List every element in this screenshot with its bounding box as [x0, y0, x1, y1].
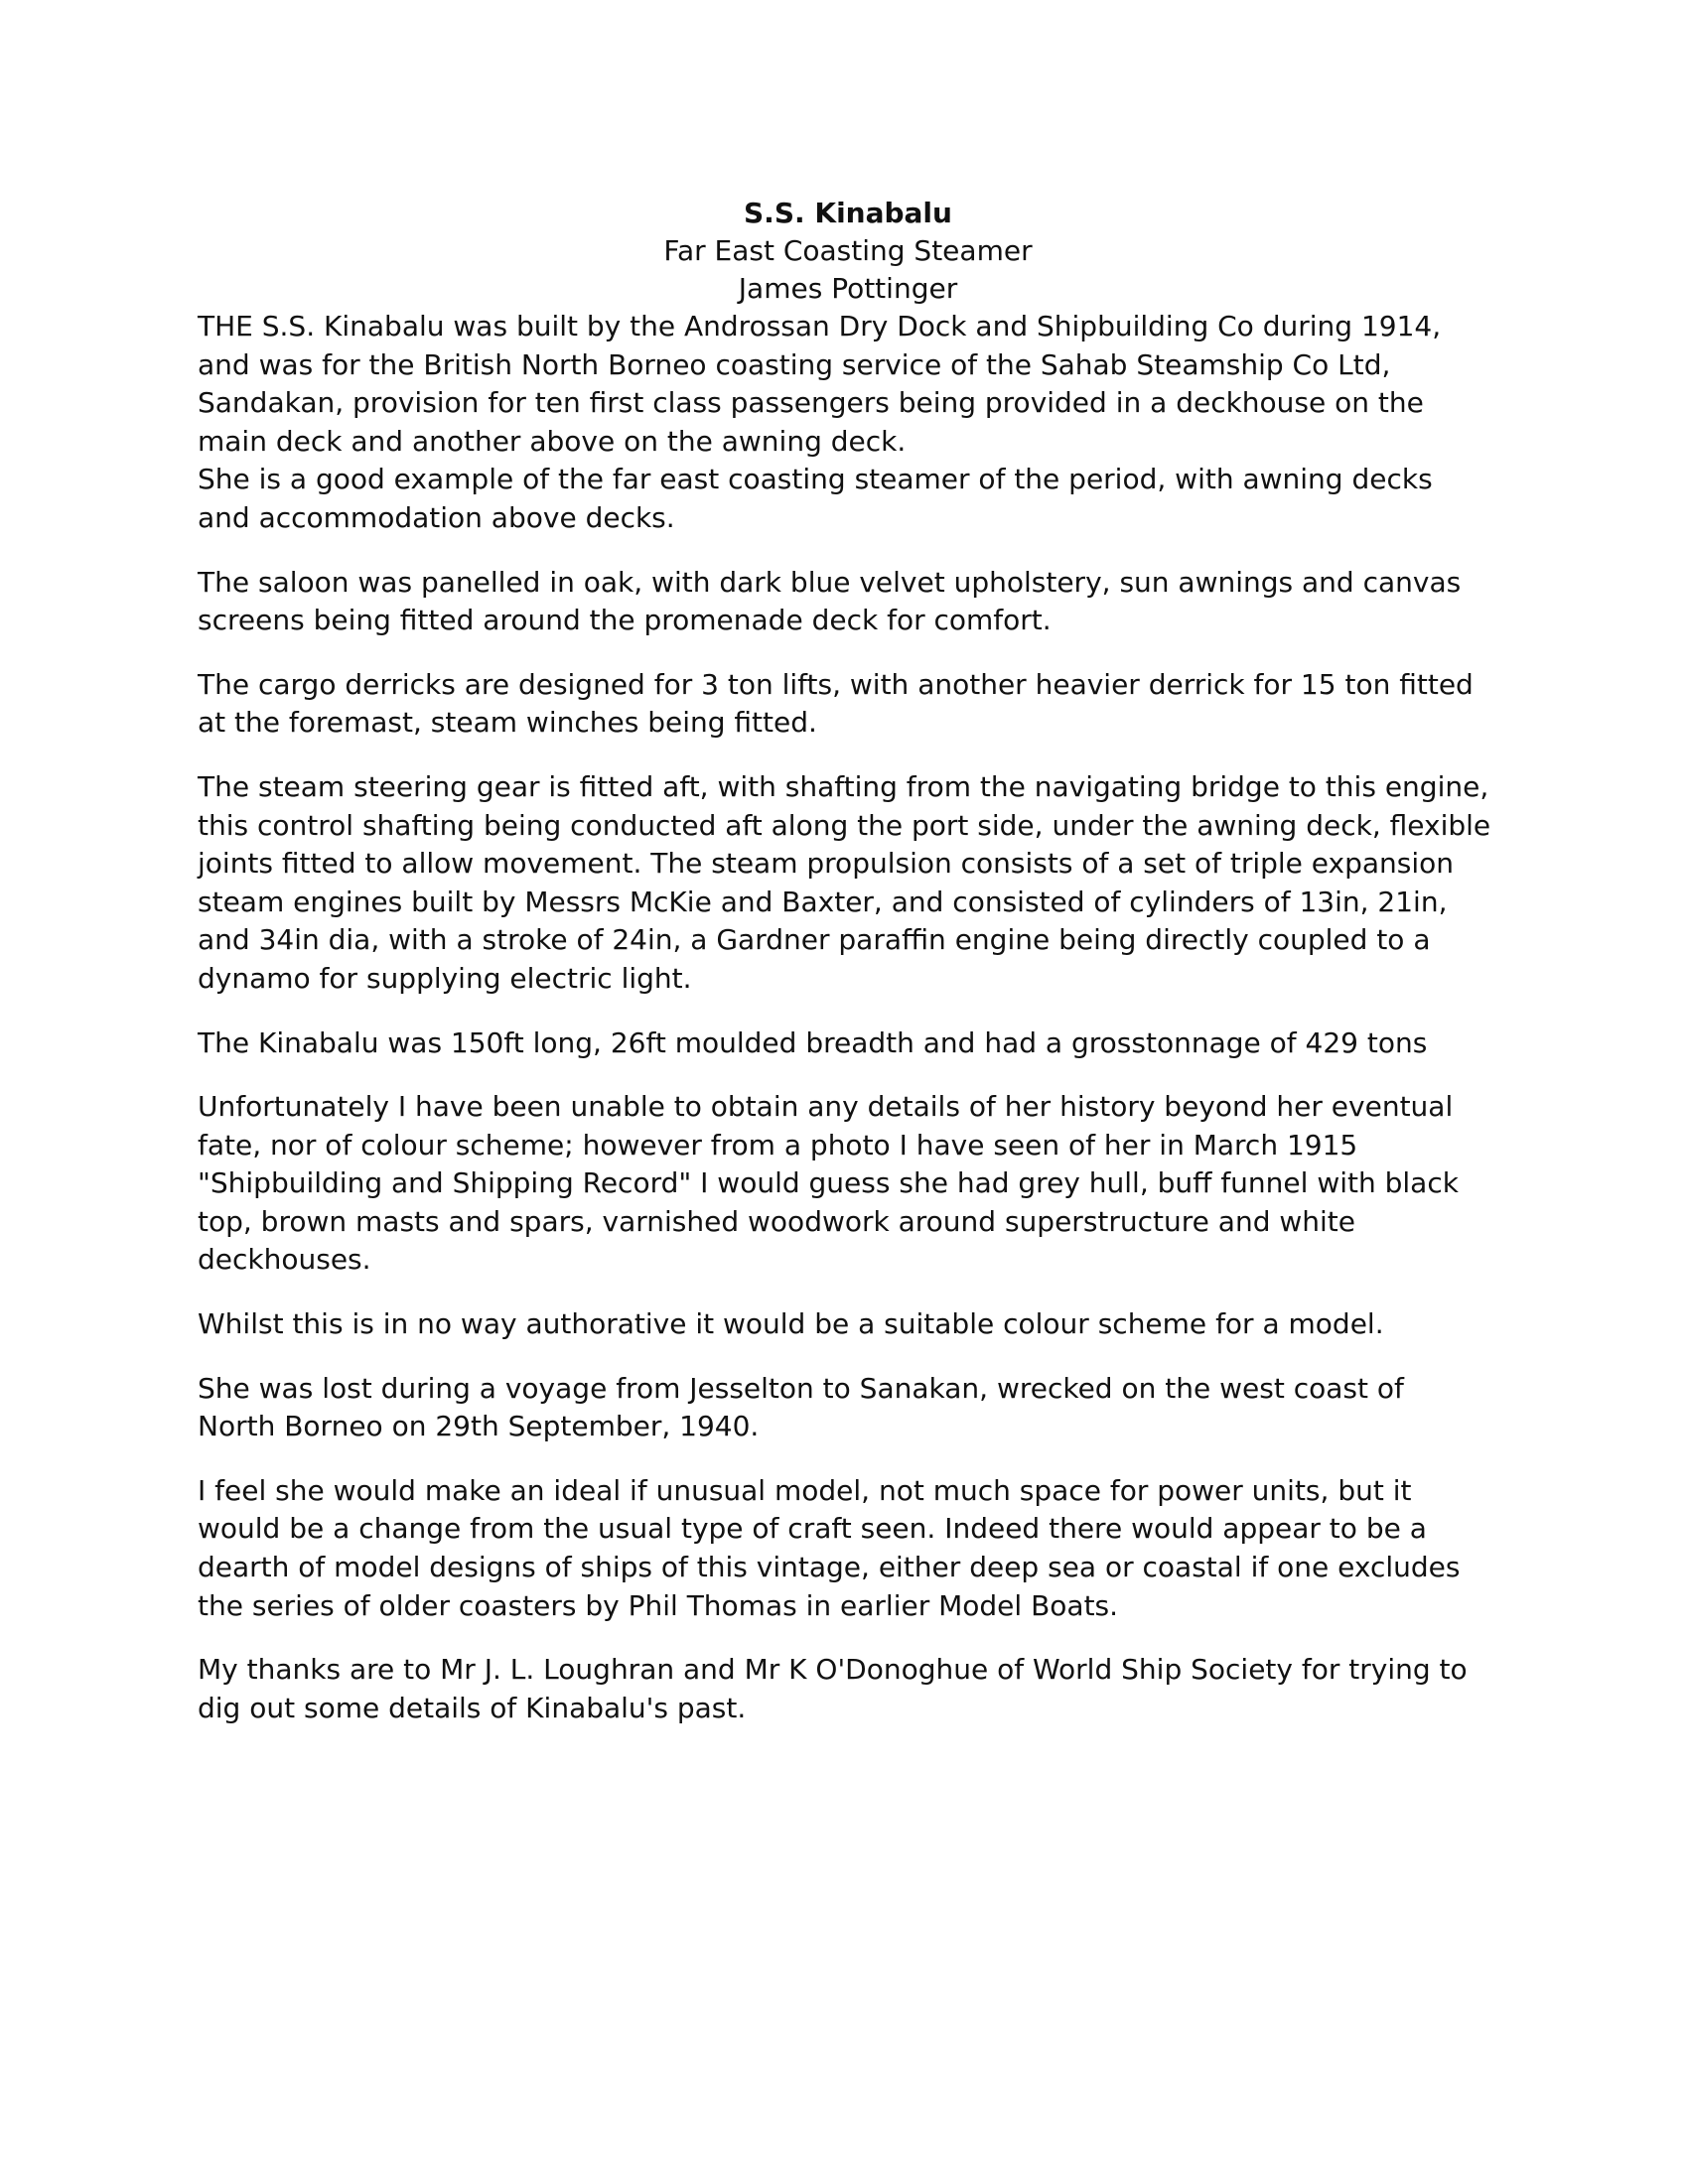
text-line: top, brown masts and spars, varnished woodwork around superstructure and white: [198, 1204, 1355, 1238]
text-line: the series of older coasters by Phil Thomas in earlier Model Boats.: [198, 1588, 1119, 1622]
text-line: The Kinabalu was 150ft long, 26ft moulded breadth and had a grosstonnage of 429 tons: [198, 1025, 1428, 1059]
text-line: screens being fitted around the promenade deck for comfort.: [198, 604, 1052, 637]
text-line: main deck and another above on the awning deck.: [198, 424, 907, 458]
paragraph: [198, 1024, 1498, 1063]
text-line: She was lost during a voyage from Jesselton to Sanakan, wrecked on the west coast of: [198, 1371, 1404, 1405]
text-line: dynamo for supplying electric light.: [198, 961, 692, 995]
text-line: I feel she would make an ideal if unusual model, not much space for power units, but it: [198, 1473, 1412, 1507]
text-line: Unfortunately I have been unable to obtain any details of her history beyond her eventual: [198, 1090, 1454, 1124]
text-line: and 34in dia, with a stroke of 24in, a Gardner paraffin engine being directly coupled to a: [198, 923, 1431, 957]
paragraph: [198, 768, 1498, 999]
paragraph: [198, 1305, 1498, 1344]
document-subtitle: Far East Coasting Steamer: [663, 234, 1033, 267]
text-line: She is a good example of the far east coasting steamer of the period, with awning decks: [198, 463, 1433, 496]
text-line: North Borneo on 29th September, 1940.: [198, 1410, 760, 1443]
document-page: [198, 195, 1498, 1753]
text-line: dig out some details of Kinabalu's past.: [198, 1691, 747, 1724]
document-header: [198, 195, 1498, 308]
text-line: would be a change from the usual type of craft seen. Indeed there would appear to be a: [198, 1512, 1427, 1546]
document-author: James Pottinger: [738, 272, 958, 305]
text-line: "Shipbuilding and Shipping Record" I would guess she had grey hull, buff funnel with black: [198, 1166, 1459, 1200]
text-line: The cargo derricks are designed for 3 ton lifts, with another heavier derrick for 15 ton fitted: [198, 667, 1474, 701]
text-line: The saloon was panelled in oak, with dark blue velvet upholstery, sun awnings and canvas: [198, 565, 1462, 599]
text-line: and was for the British North Borneo coasting service of the Sahab Steamship Co Ltd,: [198, 347, 1391, 381]
paragraph: [198, 1088, 1498, 1280]
paragraph: [198, 1651, 1498, 1727]
paragraph: [198, 1370, 1498, 1446]
text-line: this control shafting being conducted aft along the port side, under the awning deck, flexible: [198, 808, 1491, 842]
text-line: dearth of model designs of ships of this vintage, either deep sea or coastal if one excludes: [198, 1551, 1461, 1584]
paragraph: [198, 1472, 1498, 1625]
document-body: [198, 308, 1498, 1727]
text-line: deckhouses.: [198, 1243, 371, 1277]
text-line: joints fitted to allow movement. The steam propulsion consists of a set of triple expansion: [198, 847, 1455, 881]
text-line: steam engines built by Messrs McKie and Baxter, and consisted of cylinders of 13in, 21in,: [198, 885, 1448, 918]
text-line: at the foremast, steam winches being fitted.: [198, 706, 817, 740]
document-title: S.S. Kinabalu: [744, 197, 952, 229]
paragraph: [198, 666, 1498, 743]
text-line: Sandakan, provision for ten first class passengers being provided in a deckhouse on the: [198, 386, 1424, 420]
text-line: and accommodation above decks.: [198, 500, 675, 534]
paragraph: [198, 308, 1498, 538]
text-line: The steam steering gear is fitted aft, with shafting from the navigating bridge to this engine,: [198, 769, 1489, 803]
text-line: My thanks are to Mr J. L. Loughran and Mr K O'Donoghue of World Ship Society for trying to: [198, 1653, 1468, 1687]
text-line: Whilst this is in no way authorative it would be a suitable colour scheme for a model.: [198, 1307, 1384, 1341]
paragraph: [198, 564, 1498, 640]
text-line: fate, nor of colour scheme; however from a photo I have seen of her in March 1915: [198, 1128, 1358, 1161]
text-line: THE S.S. Kinabalu was built by the Androssan Dry Dock and Shipbuilding Co during 1914,: [198, 310, 1442, 342]
